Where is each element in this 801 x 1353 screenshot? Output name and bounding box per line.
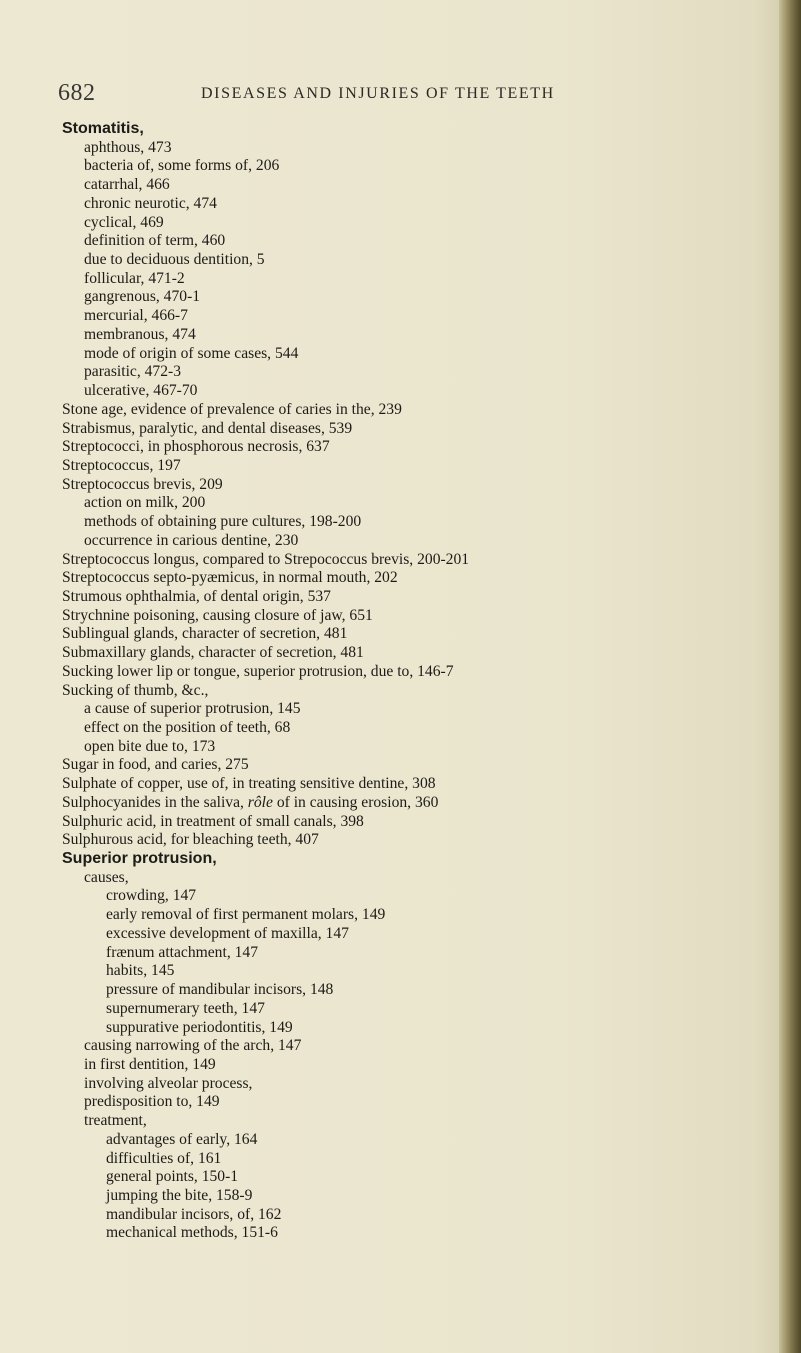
index-entry: follicular, 471-2 xyxy=(84,269,185,287)
index-entry: mercurial, 466-7 xyxy=(84,307,188,325)
index-entry: cyclical, 469 xyxy=(84,213,164,231)
index-entry: Streptococcus brevis, 209 xyxy=(62,475,223,493)
index-entry: Sulphocyanides in the saliva, rôle of in causing erosion, 360 xyxy=(62,793,439,811)
index-entry: Sublingual glands, character of secretion, 481 xyxy=(62,625,348,643)
index-entry: Strychnine poisoning, causing closure of jaw, 651 xyxy=(62,606,373,624)
index-entry: causes, xyxy=(84,868,129,886)
index-entry: habits, 145 xyxy=(106,962,175,980)
index-entry: treatment, xyxy=(84,1112,147,1130)
index-entry: catarrhal, 466 xyxy=(84,176,170,194)
running-head: DISEASES AND INJURIES OF THE TEETH xyxy=(201,85,555,102)
index-entry: Strumous ophthalmia, of dental origin, 537 xyxy=(62,587,331,605)
index-entry: predisposition to, 149 xyxy=(84,1093,220,1111)
index-entry: membranous, 474 xyxy=(84,325,196,343)
index-entry: occurrence in carious dentine, 230 xyxy=(84,531,299,549)
page-number: 682 xyxy=(58,80,96,106)
index-entry: Sulphate of copper, use of, in treating sensitive dentine, 308 xyxy=(62,775,436,793)
index-entry: Stone age, evidence of prevalence of caries in the, 239 xyxy=(62,400,402,418)
index-entry: definition of term, 460 xyxy=(84,232,226,250)
index-entry: in first dentition, 149 xyxy=(84,1055,216,1073)
index-entry: methods of obtaining pure cultures, 198-200 xyxy=(84,513,362,531)
italic-term: rôle xyxy=(247,793,273,811)
index-entry: Sugar in food, and caries, 275 xyxy=(62,756,249,774)
index-entry: Sucking of thumb, &c., xyxy=(62,681,209,699)
index-entry: bacteria of, some forms of, 206 xyxy=(84,157,280,175)
index-entry: Streptococci, in phosphorous necrosis, 637 xyxy=(62,438,330,456)
page-edge xyxy=(779,0,801,1353)
index-heading: Superior protrusion, xyxy=(62,850,217,868)
index-entry: jumping the bite, 158-9 xyxy=(106,1186,253,1204)
index-list xyxy=(62,120,762,1243)
index-entry: mandibular incisors, of, 162 xyxy=(106,1205,282,1223)
index-entry: Streptococcus septo-pyæmicus, in normal mouth, 202 xyxy=(62,569,398,587)
index-entry: a cause of superior protrusion, 145 xyxy=(84,700,301,718)
index-entry: suppurative periodontitis, 149 xyxy=(106,1018,293,1036)
index-entry: action on milk, 200 xyxy=(84,494,206,512)
index-entry: supernumerary teeth, 147 xyxy=(106,999,265,1017)
index-entry: frænum attachment, 147 xyxy=(106,943,259,961)
index-entry: Sulphuric acid, in treatment of small canals, 398 xyxy=(62,812,364,830)
index-entry: mechanical methods, 151-6 xyxy=(106,1224,278,1242)
index-entry: crowding, 147 xyxy=(106,887,197,905)
index-entry: involving alveolar process, xyxy=(84,1074,253,1092)
page-header xyxy=(58,80,618,108)
index-entry: general points, 150-1 xyxy=(106,1168,239,1186)
index-entry: ulcerative, 467-70 xyxy=(84,382,198,400)
index-entry: effect on the position of teeth, 68 xyxy=(84,719,291,736)
index-entry: mode of origin of some cases, 544 xyxy=(84,344,299,362)
index-heading: Stomatitis, xyxy=(62,120,144,137)
index-entry: excessive development of maxilla, 147 xyxy=(106,924,349,942)
index-entry: pressure of mandibular incisors, 148 xyxy=(106,981,334,999)
index-entry: causing narrowing of the arch, 147 xyxy=(84,1037,302,1055)
index-entry: Sucking lower lip or tongue, superior protrusion, due to, 146-7 xyxy=(62,662,454,680)
index-entry: Submaxillary glands, character of secretion, 481 xyxy=(62,644,364,662)
index-entry: Sulphurous acid, for bleaching teeth, 407 xyxy=(62,831,319,849)
index-entry: open bite due to, 173 xyxy=(84,737,216,755)
index-entry: aphthous, 473 xyxy=(84,138,172,156)
index-entry: parasitic, 472-3 xyxy=(84,363,181,381)
index-entry: gangrenous, 470-1 xyxy=(84,288,201,306)
index-entry: difficulties of, 161 xyxy=(106,1149,222,1167)
index-entry: Streptococcus, 197 xyxy=(62,456,181,474)
index-entry: Strabismus, paralytic, and dental diseases, 539 xyxy=(62,419,353,437)
index-entry: chronic neurotic, 474 xyxy=(84,194,217,212)
index-entry: advantages of early, 164 xyxy=(106,1130,258,1148)
index-entry: Streptococcus longus, compared to Strepococcus brevis, 200-201 xyxy=(62,550,470,568)
index-entry: early removal of first permanent molars, 149 xyxy=(106,906,386,924)
index-entry: due to deciduous dentition, 5 xyxy=(84,251,265,269)
